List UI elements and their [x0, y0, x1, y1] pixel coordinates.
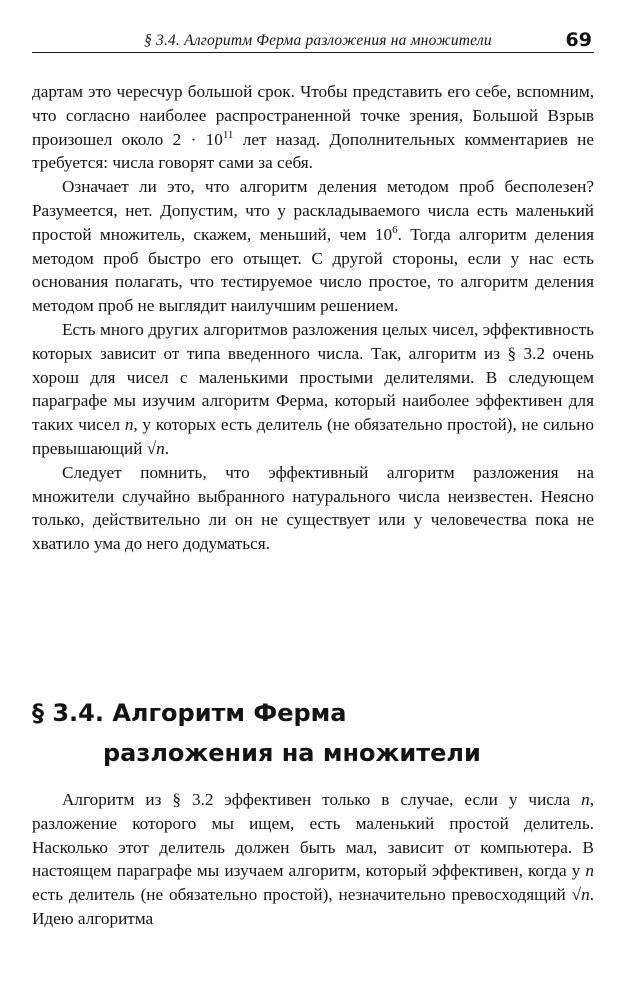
section-heading — [32, 693, 594, 773]
running-head — [32, 28, 594, 53]
paragraph: Есть много других алгоритмов разложения целых чисел, эффективность которых зависит от типа введенного числа. Так, алгоритм из § 3.2 очень хорош для чисел с маленькими простыми делителями. В следующем параграфе мы изучим алгоритм Ферма, который наиболее эффективен для таких чисел n, у которых есть делитель (не обязательно простой), не сильно превышающий √n. — [32, 319, 594, 458]
body-text-section — [32, 788, 594, 931]
page-number: 69 — [565, 29, 592, 51]
paragraph: Следует помнить, что эффективный алгоритм разложения на множители случайно выбранного натурального числа неизвестен. Неясно только, действительно ли он не существует или у человечества пока не хватило ума до него додуматься. — [32, 462, 594, 554]
paragraph: Алгоритм из § 3.2 эффективен только в случае, если у числа n, разложение которого мы ищем, есть маленький простой делитель. Насколько этот делитель должен быть мал, зависит от компьютера. В настоящем параграфе мы изучаем алгоритм, который эффективен, когда у n есть делитель (не обязательно простой), незначительно превосходящий √n. Идею алгоритма — [32, 790, 594, 928]
running-head-title: § 3.4. Алгоритм Ферма разложения на множители — [144, 32, 492, 49]
exponent: 11 — [222, 128, 234, 141]
paragraph: Означает ли это, что алгоритм деления методом проб бесполезен? Разумеется, нет. Допустим, что у раскладываемого числа есть маленький простой множитель, скажем, меньший, чем $10^6$. Тогда алгоритм деления методом проб быстро его отыщет. С другой стороны, если у нас есть основания полагать, что тестируемое число простое, то алгоритм деления методом проб не выглядит наилучшим решением. — [32, 177, 594, 316]
section-heading-line-1: § 3.4. Алгоритм Ферма — [32, 699, 347, 727]
math-variable: n — [585, 861, 594, 881]
paragraph-continuation: дартам это чересчур большой срок. Чтобы представить его себе, вспомним, что согласно наиболее распространенной точке зрения, Большой Взрыв произошел около $2 \cdot 10^{11}$ лет назад. Дополнительных комментариев не требуется: числа говорят сами за себя. — [32, 82, 594, 173]
section-heading-line-2: разложения на множители — [103, 739, 481, 767]
math-sqrt: √n — [571, 885, 590, 905]
exponent: 6 — [392, 223, 398, 236]
math-sqrt: √n — [146, 438, 165, 458]
math-variable: n — [124, 415, 134, 435]
math-variable: n — [581, 790, 590, 809]
body-text-top — [32, 80, 594, 556]
